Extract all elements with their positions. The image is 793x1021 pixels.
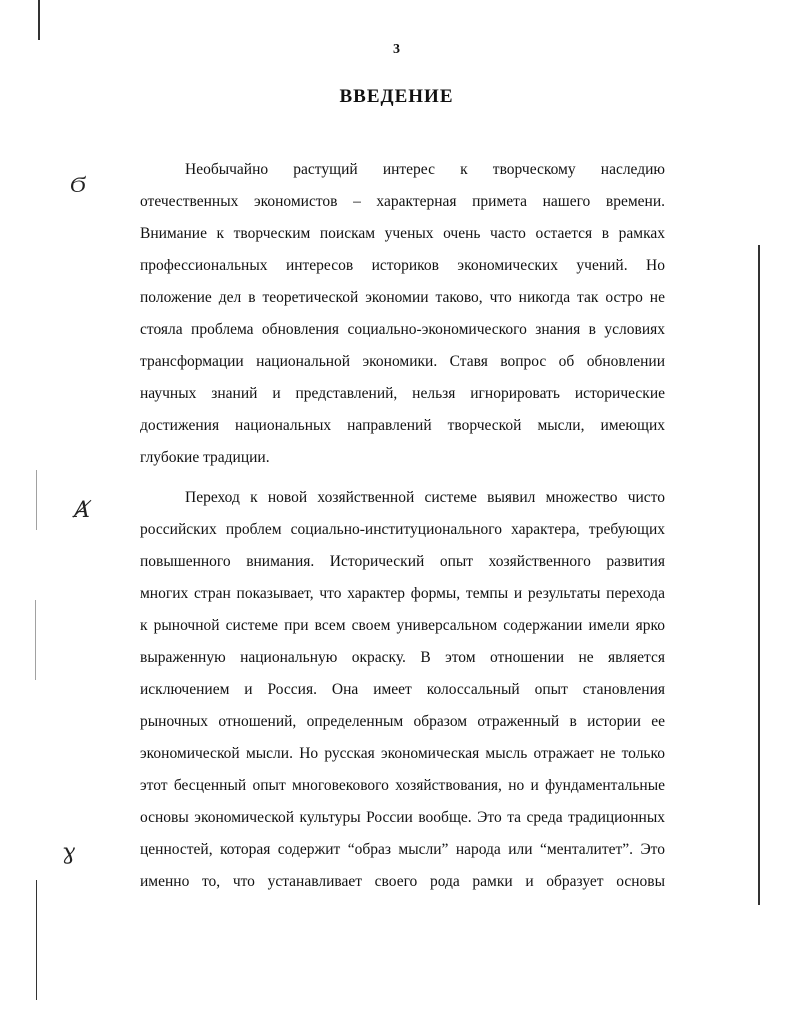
page-number: 3 [393, 42, 400, 57]
text-line: положение дел в теоретической экономии таково, что никогда так остро не [140, 289, 665, 306]
margin-handwritten-mark: Ⱥ [74, 498, 90, 523]
page-title: ВВЕДЕНИЕ [339, 86, 454, 107]
text-line: этот бесценный опыт многовекового хозяйствования, но и фундаментальные [140, 777, 665, 794]
text-line: отечественных экономистов – характерная примета нашего времени. [140, 193, 665, 210]
scan-artifact [35, 600, 36, 680]
left-scan-edge-lower [36, 880, 37, 1000]
text-line: основы экономической культуры России вообще. Это та среда традиционных [140, 809, 665, 826]
text-line: Переход к новой хозяйственной системе выявил множество чисто [185, 489, 665, 506]
text-line: российских проблем социально-институционального характера, требующих [140, 521, 665, 538]
text-line: научных знаний и представлений, нельзя игнорировать исторические [140, 385, 665, 402]
text-line: исключением и Россия. Она имеет колоссальный опыт становления [140, 681, 665, 698]
text-line: Внимание к творческим поискам ученых очень часто остается в рамках [140, 225, 665, 242]
text-line: глубокие традиции. [140, 449, 270, 466]
text-line: ценностей, которая содержит “образ мысли” народа или “менталитет”. Это [140, 841, 665, 858]
left-scan-edge [38, 0, 40, 40]
margin-handwritten-mark: Ϭ [70, 173, 86, 198]
text-line: экономической мысли. Но русская экономическая мысль отражает не только [140, 745, 665, 762]
text-line: выраженную национальную окраску. В этом отношении не является [140, 649, 665, 666]
text-line: профессиональных интересов историков экономических учений. Но [140, 257, 665, 274]
text-line: именно то, что устанавливает своего рода рамки и образует основы [140, 873, 665, 890]
text-line: многих стран показывает, что характер формы, темпы и результаты перехода [140, 585, 665, 602]
text-line: к рыночной системе при всем своем универсальном содержании имели ярко [140, 617, 665, 634]
text-line: стояла проблема обновления социально-экономического знания в условиях [140, 321, 665, 338]
text-line: достижения национальных направлений творческой мысли, имеющих [140, 417, 665, 434]
text-line: Необычайно растущий интерес к творческому наследию [185, 161, 665, 178]
margin-handwritten-mark: ɣ [62, 840, 76, 865]
text-line: повышенного внимания. Исторический опыт хозяйственного развития [140, 553, 665, 570]
right-scan-edge [758, 245, 760, 905]
text-line: рыночных отношений, определенным образом отраженный в истории ее [140, 713, 665, 730]
text-line: трансформации национальной экономики. Ставя вопрос об обновлении [140, 353, 665, 370]
scan-artifact [36, 470, 37, 530]
